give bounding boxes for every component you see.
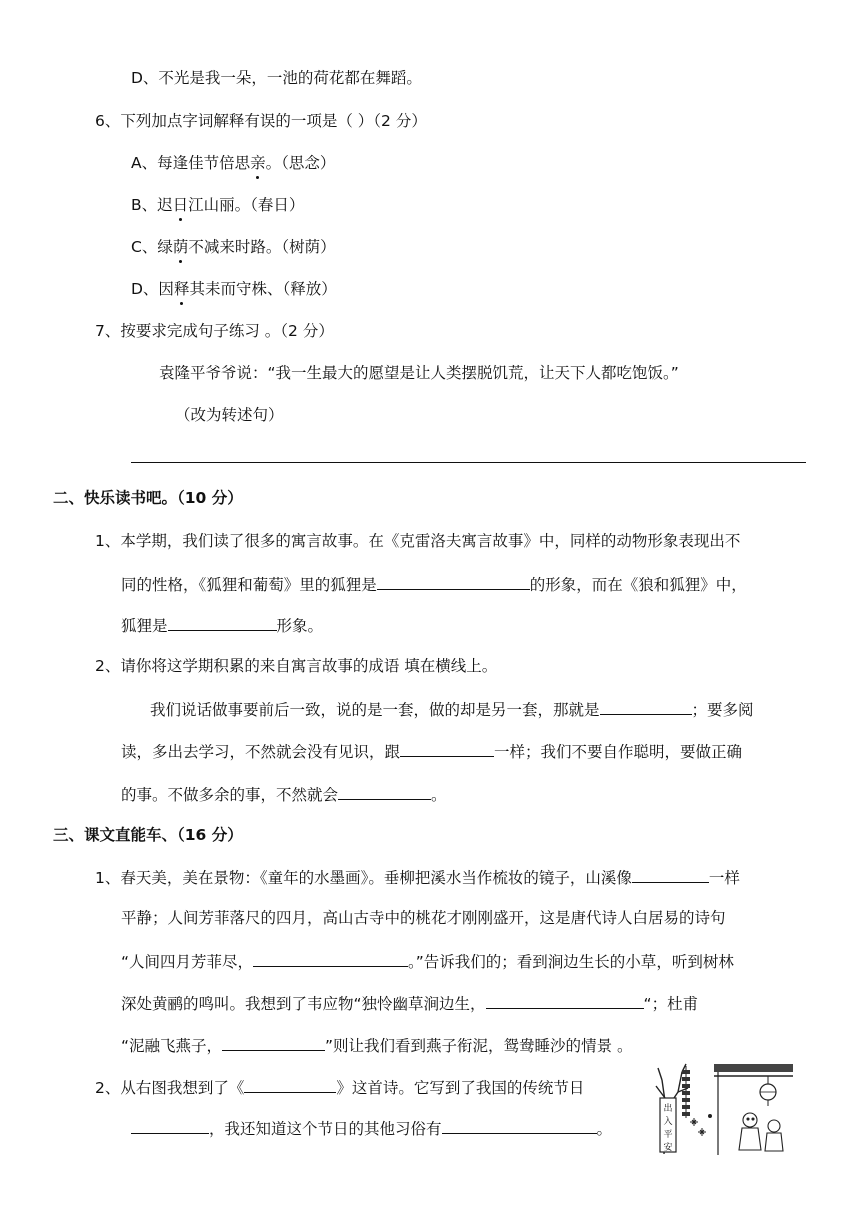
s2-q2-line4-post: 。 bbox=[431, 786, 447, 804]
q6-option-d-post: 其耒而守株、（释放） bbox=[189, 280, 337, 298]
q6-option-a-dotted-char: 亲 bbox=[250, 154, 266, 172]
s3-q2-line2-mid: ，我还知道这个节日的其他习俗有 bbox=[209, 1120, 442, 1138]
q7-answer-line[interactable] bbox=[131, 462, 806, 463]
q6-option-b-pre: B、迟 bbox=[131, 196, 173, 214]
s3-q1-line1 bbox=[95, 866, 740, 888]
s3-q1-line1-post: 一样 bbox=[708, 869, 740, 887]
s3-q2-line2-post: 。 bbox=[596, 1120, 613, 1138]
q7-quote: 袁隆平爷爷说：“我一生最大的愿望是让人类摆脱饥荒，让天下人都吃饱饭。” bbox=[159, 364, 679, 382]
q6-option-c-post: 不减来时路。（树荫） bbox=[188, 238, 336, 256]
q6-option-c-pre: C、绿 bbox=[131, 238, 173, 256]
answer-blank[interactable] bbox=[253, 950, 408, 967]
svg-text:安: 安 bbox=[663, 1143, 673, 1153]
festival-illustration bbox=[652, 1058, 793, 1155]
q6-option-d-pre: D、因 bbox=[131, 280, 174, 298]
s3-q1-line4 bbox=[121, 992, 698, 1014]
s2-q2-line3-post: 一样；我们不要自作聪明，要做正确 bbox=[494, 743, 743, 761]
answer-blank[interactable] bbox=[442, 1117, 597, 1134]
s3-q1-line4-post: “；杜甫 bbox=[643, 995, 699, 1013]
couplet-sign bbox=[660, 1098, 676, 1153]
s3-q2-line1-pre: 2、从右图我想到了《 bbox=[95, 1079, 245, 1097]
s2-q1-line1: 1、本学期，我们读了很多的寓言故事。在《克雷洛夫寓言故事》中，同样的动物形象表现出不 bbox=[95, 532, 741, 550]
answer-blank[interactable] bbox=[400, 740, 494, 757]
svg-text:出: 出 bbox=[663, 1104, 673, 1114]
s2-q1-line3-post: 形象。 bbox=[276, 617, 324, 635]
s2-q2-line1: 2、请你将这学期积累的来自寓言故事的成语 填在横线上。 bbox=[95, 657, 498, 675]
answer-blank[interactable] bbox=[131, 1117, 209, 1134]
q6-option-a-pre: A、每逢佳节倍思 bbox=[131, 154, 251, 172]
q6-option-c bbox=[131, 237, 336, 257]
s3-q1-line3-pre: “人间四月芳菲尽， bbox=[121, 953, 254, 971]
q6-option-a-post: 。（思念） bbox=[265, 154, 336, 172]
q5-option-d: D、不光是我一朵，一池的荷花都在舞蹈。 bbox=[131, 69, 422, 87]
answer-blank[interactable] bbox=[486, 992, 644, 1009]
section2-title: 二、快乐读书吧。（10 分） bbox=[53, 489, 243, 507]
s2-q2-line2-pre: 我们说话做事要前后一致，说的是一套，做的却是另一套，那就是 bbox=[150, 701, 600, 719]
q7-stem: 7、按要求完成句子练习 。（2 分） bbox=[95, 322, 334, 340]
answer-blank[interactable] bbox=[632, 866, 709, 883]
s3-q1-line3 bbox=[121, 950, 734, 972]
s2-q1-line2-post: 的形象，而在《狼和狐狸》中， bbox=[529, 576, 747, 594]
s2-q2-line2 bbox=[150, 698, 754, 720]
q6-option-c-dotted-char: 荫 bbox=[172, 238, 189, 256]
s2-q2-line3 bbox=[121, 740, 742, 762]
s3-q1-line5-post: ”则让我们看到燕子衔泥，鸳鸯睡沙的情景 。 bbox=[325, 1037, 633, 1055]
s2-q2-line4-pre: 的事。不做多余的事，不然就会 bbox=[121, 786, 339, 804]
s2-q2-line2-post: ；要多阅 bbox=[691, 701, 754, 719]
s2-q1-line2-pre: 同的性格，《狐狸和葡萄》里的狐狸是 bbox=[121, 576, 377, 594]
s3-q1-line3-post: 。”告诉我们的；看到涧边生长的小草，听到树林 bbox=[408, 953, 734, 971]
answer-blank[interactable] bbox=[222, 1034, 325, 1051]
q7-instruction: （改为转述句） bbox=[175, 406, 284, 424]
s2-q1-line3-pre: 狐狸是 bbox=[121, 617, 168, 635]
s2-q1-line2 bbox=[121, 573, 747, 595]
q6-stem: 6、下列加点字词解释有误的一项是（ ）（2 分） bbox=[95, 112, 427, 130]
s3-q1-line5-pre: “泥融飞燕子， bbox=[121, 1037, 223, 1055]
s2-q2-line3-pre: 读，多出去学习，不然就会没有见识，跟 bbox=[121, 743, 401, 761]
s3-q2-line1 bbox=[95, 1076, 584, 1098]
answer-blank[interactable] bbox=[600, 698, 692, 715]
answer-blank[interactable] bbox=[377, 573, 530, 590]
answer-blank[interactable] bbox=[244, 1076, 336, 1093]
q6-option-a bbox=[131, 153, 335, 173]
s2-q2-line4 bbox=[121, 783, 447, 805]
q6-option-b-dotted-char: 日 bbox=[172, 196, 189, 214]
svg-text:平: 平 bbox=[663, 1130, 673, 1140]
s3-q1-line5 bbox=[121, 1034, 633, 1056]
q6-option-b bbox=[131, 195, 304, 215]
section3-title: 三、课文直能车、（16 分） bbox=[53, 826, 243, 844]
s3-q1-line4-pre: 深处黄鹂的鸣叫。我想到了韦应物“独怜幽草涧边生， bbox=[121, 995, 486, 1013]
s3-q1-line2: 平静；人间芳菲落尺的四月，高山古寺中的桃花才刚刚盛开，这是唐代诗人白居易的诗句 bbox=[121, 909, 726, 927]
s3-q2-line1-post: 》这首诗。它写到了我国的传统节日 bbox=[336, 1079, 585, 1097]
s3-q2-line2 bbox=[131, 1117, 612, 1139]
s3-q1-line1-pre: 1、春天美，美在景物：《童年的水墨画》。垂柳把溪水当作梳妆的镜子，山溪像 bbox=[95, 869, 632, 887]
q6-option-d bbox=[131, 279, 337, 299]
answer-blank[interactable] bbox=[168, 614, 277, 631]
q6-option-b-post: 江山丽。（春日） bbox=[188, 196, 305, 214]
q6-option-d-dotted-char: 释 bbox=[173, 280, 190, 298]
s2-q1-line3 bbox=[121, 614, 323, 636]
svg-text:入: 入 bbox=[663, 1117, 673, 1127]
answer-blank[interactable] bbox=[338, 783, 431, 800]
